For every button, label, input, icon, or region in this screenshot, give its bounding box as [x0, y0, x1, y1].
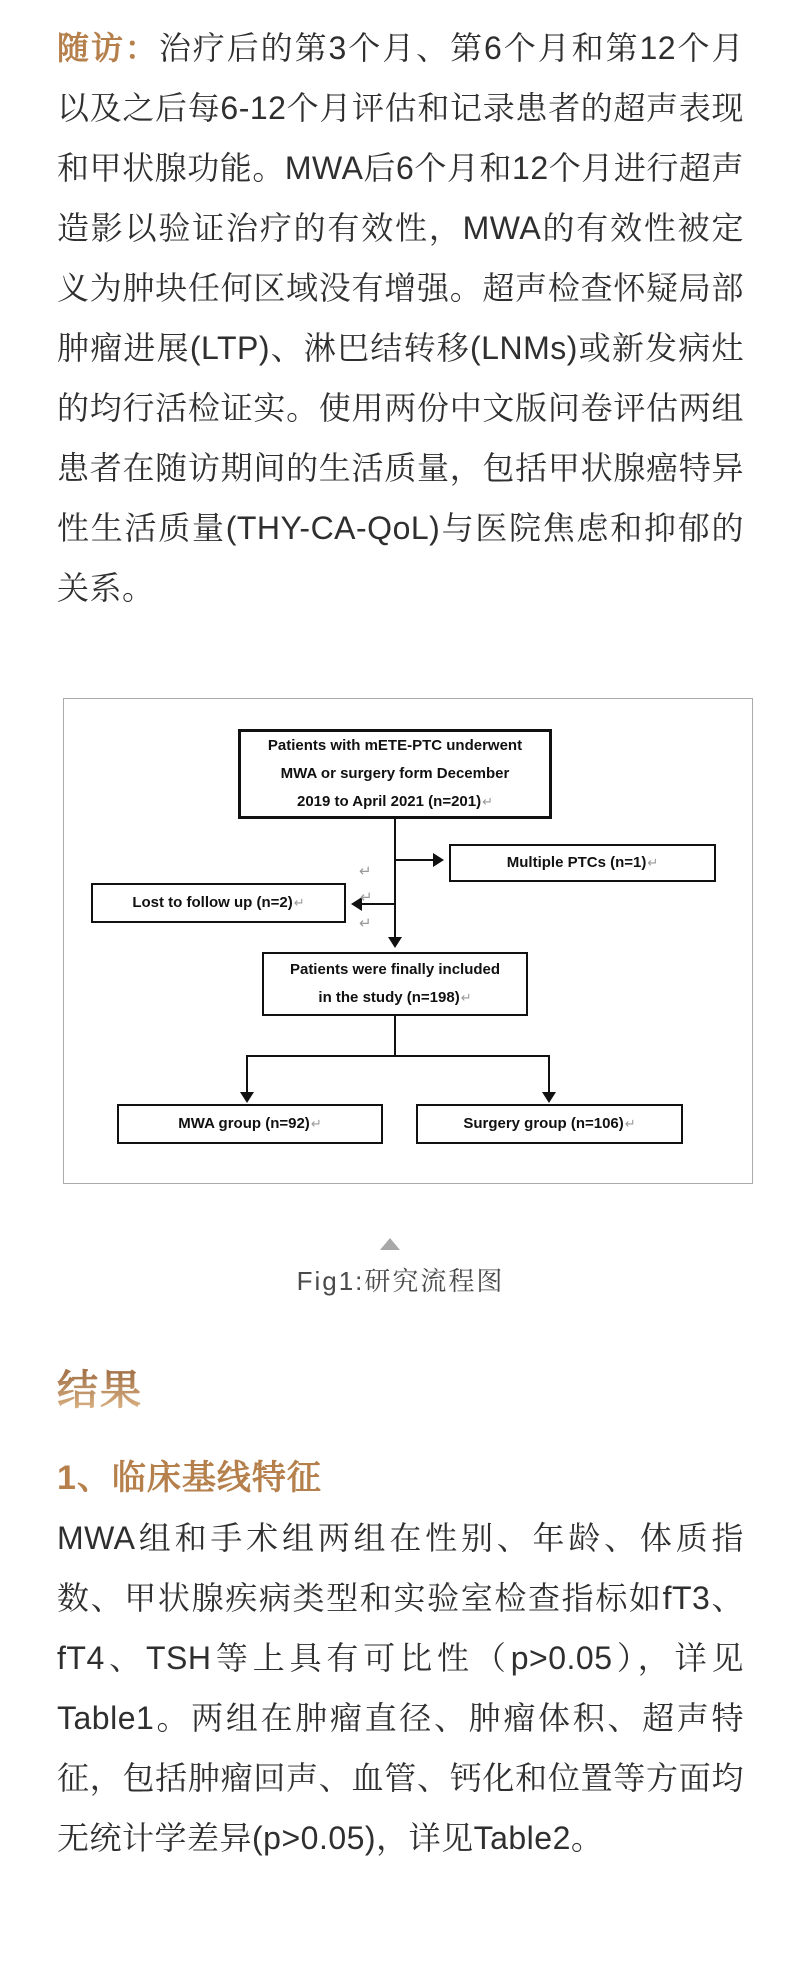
- return-mark: ↵: [624, 1116, 636, 1131]
- study-flowchart-figure: [63, 698, 744, 1184]
- arrowhead-down-icon: [388, 937, 402, 948]
- return-mark: ↵: [310, 1116, 322, 1131]
- followup-label: 随访：: [57, 30, 159, 66]
- flow-node-included-line2: in the study (n=198)↵: [318, 989, 472, 1006]
- connector-split-horizontal: [246, 1055, 550, 1057]
- flow-node-enrolled: [238, 729, 552, 819]
- baseline-paragraph: MWA组和手术组两组在性别、年龄、体质指数、甲状腺疾病类型和实验室检查指标如fT3、fT4、TSH等上具有可比性（p>0.05），详见Table1。两组在肿瘤直径、肿瘤体积、超声特征，包括肿瘤回声、血管、钙化和位置等方面均无统计学差异(p>0.05)，详见Table2。: [57, 1520, 744, 1856]
- flow-node-multiple-ptcs: Multiple PTCs (n=1)↵: [449, 844, 716, 882]
- results-heading: 结果: [57, 1366, 744, 1414]
- return-mark: ↵: [359, 915, 372, 932]
- followup-text: 治疗后的第3个月、第6个月和第12个月以及之后每6-12个月评估和记录患者的超声表现和甲状腺功能。MWA后6个月和12个月进行超声造影以验证治疗的有效性，MWA的有效性被定义为肿块任何区域没有增强。超声检查怀疑局部肿瘤进展(LTP)、淋巴结转移(LNMs)或新发病灶的均行活检证实。使用两份中文版问卷评估两组患者在随访期间的生活质量，包括甲状腺癌特异性生活质量(THY-CA-QoL)与医院焦虑和抑郁的关系。: [57, 30, 744, 606]
- flow-node-enrolled-line2: MWA or surgery form December: [280, 765, 510, 782]
- return-mark: ↵: [460, 990, 472, 1005]
- flow-node-mwa-group: MWA group (n=92)↵: [117, 1104, 383, 1144]
- return-mark: ↵: [360, 889, 373, 906]
- flow-node-included: [262, 952, 528, 1016]
- flow-node-lost-followup: Lost to follow up (n=2)↵: [91, 883, 346, 923]
- connector-right-branch: [548, 1055, 550, 1092]
- figure-caption: Fig1:研究流程图: [296, 1266, 505, 1296]
- return-mark: ↵: [359, 863, 372, 880]
- followup-paragraph: [57, 18, 744, 618]
- arrowhead-right-icon: [433, 853, 444, 867]
- arrowhead-down-icon: [542, 1092, 556, 1103]
- flowchart-canvas: [63, 698, 753, 1184]
- flow-node-enrolled-line3: 2019 to April 2021 (n=201)↵: [296, 793, 494, 810]
- connector-left-branch: [246, 1055, 248, 1092]
- triangle-up-icon: [380, 1238, 400, 1250]
- return-mark: ↵: [647, 855, 659, 870]
- flow-node-surgery-group: Surgery group (n=106)↵: [416, 1104, 683, 1144]
- connector-to-multiple: [395, 859, 433, 861]
- connector-main-vertical: [394, 819, 396, 937]
- flow-node-included-line1: Patients were finally included: [289, 961, 501, 978]
- baseline-subheading: 1、临床基线特征: [57, 1459, 322, 1497]
- arrowhead-down-icon: [240, 1092, 254, 1103]
- return-mark: ↵: [482, 794, 494, 809]
- return-mark: ↵: [293, 895, 305, 910]
- connector-stub-vertical: [394, 1016, 396, 1057]
- flow-node-enrolled-line1: Patients with mETE-PTC underwent: [267, 737, 523, 754]
